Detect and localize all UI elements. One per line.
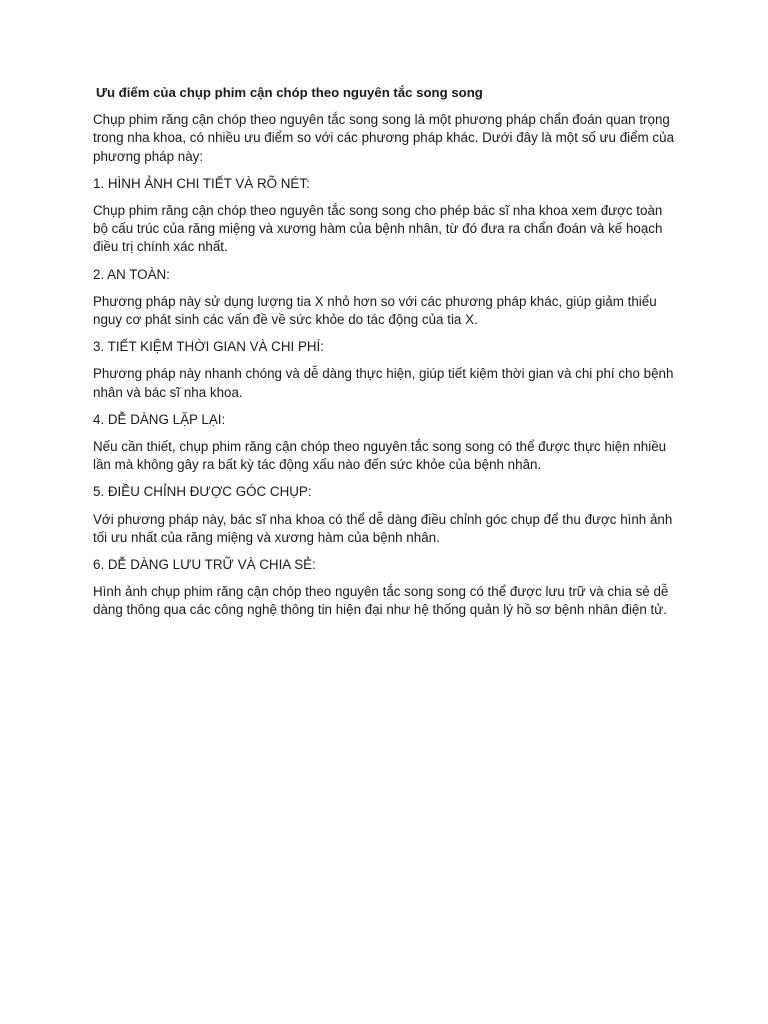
section-heading: 1. HÌNH ẢNH CHI TIẾT VÀ RÕ NÉT: (93, 175, 310, 191)
document-title: Ưu điểm của chụp phim cận chóp theo nguyên tắc song song (96, 85, 483, 100)
section-heading: 5. ĐIỀU CHỈNH ĐƯỢC GÓC CHỤP: (93, 484, 312, 500)
section-heading: 6. DỄ DÀNG LƯU TRỮ VÀ CHIA SẺ: (93, 557, 316, 573)
intro-paragraph: Chụp phim răng cận chóp theo nguyên tắc song song là một phương pháp chẩn đoán quan trọng trong nha khoa, có nhiều ưu điểm so với các phương pháp khác. Dưới đây là một số ưu điểm của phương pháp này: (93, 112, 675, 164)
document-page (93, 84, 678, 629)
section-body: Hình ảnh chụp phim răng cận chóp theo nguyên tắc song song có thể được lưu trữ và chia sẻ dễ dàng thông qua các công nghệ thông tin hiện đại như hệ thống quản lý hồ sơ bệnh nhân điện tử. (93, 584, 669, 618)
section-heading: 4. DỄ DÀNG LẶP LẠI: (93, 411, 226, 427)
section-body: Với phương pháp này, bác sĩ nha khoa có thể dễ dàng điều chỉnh góc chụp để thu được hình ảnh tối ưu nhất của răng miệng và xương hàm của bệnh nhân. (93, 511, 673, 545)
section-3 (93, 338, 678, 402)
section-2 (93, 266, 678, 330)
section-heading: 3. TIẾT KIỆM THỜI GIAN VÀ CHI PHÍ: (93, 339, 324, 355)
section-4 (93, 411, 678, 475)
section-heading: 2. AN TOÀN: (93, 266, 170, 282)
section-5 (93, 483, 678, 547)
section-body: Chụp phim răng cận chóp theo nguyên tắc song song cho phép bác sĩ nha khoa xem được toàn bộ cấu trúc của răng miệng và xương hàm của bệnh nhân, từ đó đưa ra chẩn đoán và kế hoạch điều trị chính xác nhất. (93, 203, 663, 255)
section-body: Phương pháp này sử dụng lượng tia X nhỏ hơn so với các phương pháp khác, giúp giảm thiểu nguy cơ phát sinh các vấn đề về sức khỏe do tác động của tia X. (93, 293, 657, 328)
section-body: Nếu cần thiết, chụp phim răng cận chóp theo nguyên tắc song song có thể được thực hiện nhiều lần mà không gây ra bất kỳ tác động xấu nào đến sức khỏe của bệnh nhân. (93, 439, 667, 473)
section-body: Phương pháp này nhanh chóng và dễ dàng thực hiện, giúp tiết kiệm thời gian và chi phí cho bệnh nhân và bác sĩ nha khoa. (93, 366, 674, 400)
section-1 (93, 175, 678, 257)
section-6 (93, 556, 678, 620)
